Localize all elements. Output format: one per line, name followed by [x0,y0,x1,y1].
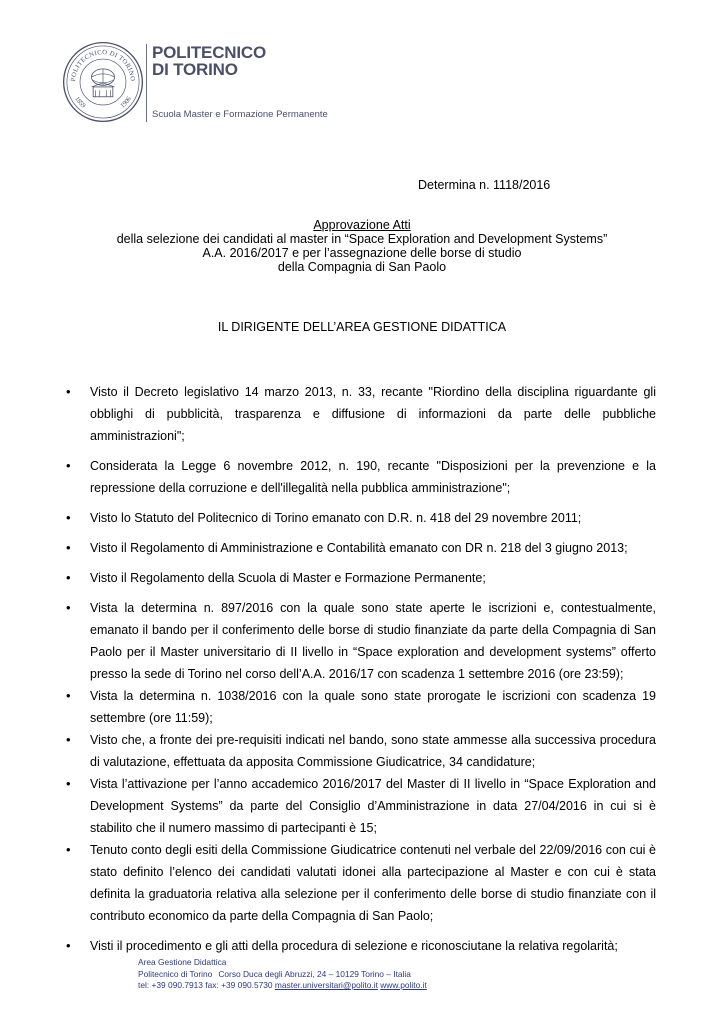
list-item: • Considerata la Legge 6 novembre 2012, n. 190, recante "Disposizioni per la prevenzione e la repressione della corruzione e dell'illegalità nella pubblica amministrazione"; [66,455,656,499]
list-item: • Visti il procedimento e gli atti della procedura di selezione e riconosciutane la relativa regolarità; [66,935,656,957]
footer-office: Area Gestione Didattica [138,957,227,967]
footer-institution: Politecnico di Torino [138,968,213,979]
page-footer [138,957,427,992]
document-title: Approvazione Atti [313,218,411,232]
header-line-1: della selezione dei candidati al master in “Space Exploration and Development Systems” [116,232,608,246]
svg-text:1859 [73,96,87,110]
svg-text:1906 [119,95,133,110]
list-item: • Vista l’attivazione per l’anno accademico 2016/2017 del Master di II livello in “Space Exploration and Development Systems” da parte del Consiglio d’Amministrazione in data 27/04/2016 in cui si è stabilito che il numero massimo di partecipanti è 15; [66,773,656,839]
footer-tel: tel: +39 090.7913 [138,980,203,990]
logo-divider [146,44,147,122]
institution-name [152,44,266,78]
list-item: • Visto che, a fronte dei pre-requisiti indicati nel bando, sono state ammesse alla successiva procedura di valutazione, effettuata da apposita Commissione Giudicatrice, 34 candidature; [66,729,656,773]
seal-top-text: POLITECNICO DI TORINO [70,49,136,82]
footer-web-link[interactable]: www.polito.it [380,980,427,990]
header-line-2: A.A. 2016/2017 e per l’assegnazione delle borse di studio [202,246,522,260]
footer-contacts [138,980,427,992]
politecnico-seal-logo [62,41,144,123]
list-item: • Visto il Regolamento della Scuola di Master e Formazione Permanente; [66,567,656,589]
footer-fax: fax: +39 090.5730 [205,980,273,990]
list-item: • Visto il Decreto legislativo 14 marzo 2013, n. 33, recante "Riordino della disciplina riguardante gli obblighi di pubblicità, trasparenza e diffusione di informazioni da parte delle pubbliche amministrazioni"; [66,381,656,447]
seal-year-left: 1859 [73,95,87,110]
list-item: • Visto il Regolamento di Amministrazione e Contabilità emanato con DR n. 218 del 3 giugno 2013; [66,537,656,559]
institution-name-line1: POLITECNICO [152,43,266,62]
footer-street: Corso Duca degli Abruzzi, 24 – 10129 Torino – Italia [218,968,411,979]
list-item: • Visto lo Statuto del Politecnico di Torino emanato con D.R. n. 418 del 29 novembre 2011; [66,507,656,529]
header-line-3: della Compagnia di San Paolo [277,260,447,274]
seal-year-right: 1906 [119,95,133,110]
document-header [0,218,724,274]
determina-number: Determina n. 1118/2016 [418,178,551,192]
list-item: • Vista la determina n. 1038/2016 con la quale sono state prorogate le iscrizioni con scadenza 19 settembre (ore 11:59); [66,685,656,729]
list-item: • Vista la determina n. 897/2016 con la quale sono state aperte le iscrizioni e, contestualmente, emanato il bando per il conferimento delle borse di studio finanziate da parte della Compagnia di San Paolo per il Master universitario di II livello in “Space exploration and development systems” offerto presso la sede di Torino nel corso dell’A.A. 2016/17 con scadenza 1 settembre 2016 (ore 23:59); [66,597,656,685]
footer-email-link[interactable]: master.universitari@polito.it [274,980,378,990]
section-heading: IL DIRIGENTE DELL’AREA GESTIONE DIDATTICA [217,320,507,334]
school-subtitle: Scuola Master e Formazione Permanente [152,109,328,120]
premises-list [66,381,656,957]
footer-address [138,969,427,981]
list-item: • Tenuto conto degli esiti della Commissione Giudicatrice contenuti nel verbale del 22/09/2016 con cui è stato definito l’elenco dei candidati valutati idonei alla partecipazione al Master e con cui è stata definita la graduatoria relativa alla selezione per il conferimento delle borse di studio finanziate con il contributo economico da parte della Compagnia di San Paolo; [66,839,656,927]
institution-name-line2: DI TORINO [152,60,238,79]
